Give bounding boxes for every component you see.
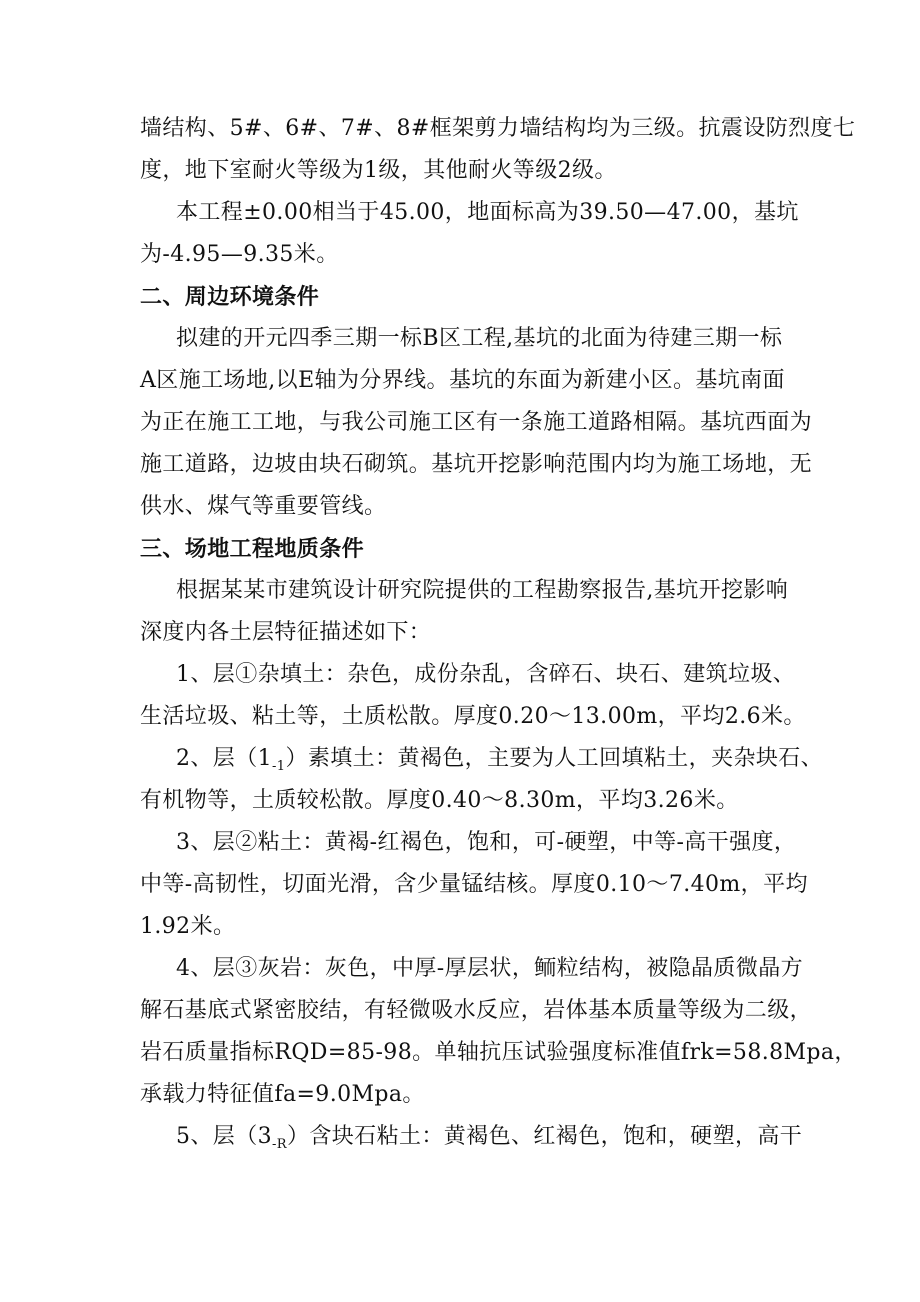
document-body [140,108,857,1158]
layer-suffix: ）素填土：黄褐色，主要为人工回填粘土，夹杂块石、 [285,746,824,771]
text-line-layer-3-r [140,1116,803,1158]
text-line: 供水、煤气等重要管线。 [140,494,387,519]
layer-suffix: ）含块石粘土：黄褐色、红褐色，饱和，硬塑，高干 [286,1124,803,1149]
text-line: 岩石质量指标RQD=85-98。单轴抗压试验强度标准值frk=58.8Mpa， [140,1040,857,1065]
text-line: 度，地下室耐火等级为1级，其他耐火等级2级。 [140,158,617,183]
text-line: 1、层①杂填土：杂色，成份杂乱，含碎石、块石、建筑垃圾、 [176,662,796,687]
text-line: 4、层③灰岩：灰色，中厚-厚层状，鲕粒结构，被隐晶质微晶方 [176,956,804,981]
text-line: 生活垃圾、粘土等，土质松散。厚度0.20～13.00m，平均2.6米。 [140,704,806,729]
text-line: 墙结构、5#、6#、7#、8#框架剪力墙结构均为三级。抗震设防烈度七 [140,116,856,141]
text-line: 拟建的开元四季三期一标B区工程,基坑的北面为待建三期一标 [176,326,783,351]
text-line: 本工程±0.00相当于45.00，地面标高为39.50—47.00，基坑 [176,200,799,225]
text-line: 为正在施工工地，与我公司施工区有一条施工道路相隔。基坑西面为 [140,410,813,435]
layer-subscript: -R [272,1137,287,1152]
text-line: 根据某某市建筑设计研究院提供的工程勘察报告,基坑开挖影响 [176,578,789,603]
text-line: 解石基底式紧密胶结，有轻微吸水反应，岩体基本质量等级为二级， [140,998,813,1023]
text-line: 1.92米。 [140,914,236,939]
layer-prefix: 5、层（3 [176,1124,272,1149]
text-line: 中等-高韧性，切面光滑，含少量锰结核。厚度0.10～7.40m，平均 [140,872,808,897]
text-line: 施工道路，边坡由块石砌筑。基坑开挖影响范围内均为施工场地，无 [140,452,813,477]
section-heading-surroundings: 二、周边环境条件 [140,284,320,310]
text-line: 3、层②粘土：黄褐-红褐色，饱和，可-硬塑，中等-高干强度， [176,830,797,855]
text-line: 为-4.95—9.35米。 [140,242,339,267]
layer-prefix: 2、层（1 [176,746,272,771]
text-line: 深度内各土层特征描述如下： [140,620,432,645]
layer-subscript: -1 [272,759,286,774]
text-line: A区施工场地,以E轴为分界线。基坑的东面为新建小区。基坑南面 [140,368,785,393]
text-line: 承载力特征值fa=9.0Mpa。 [140,1082,425,1107]
text-line-layer-1-1 [140,738,824,780]
text-line: 有机物等，土质较松散。厚度0.40～8.30m，平均3.26米。 [140,788,739,813]
section-heading-geology: 三、场地工程地质条件 [140,536,365,562]
